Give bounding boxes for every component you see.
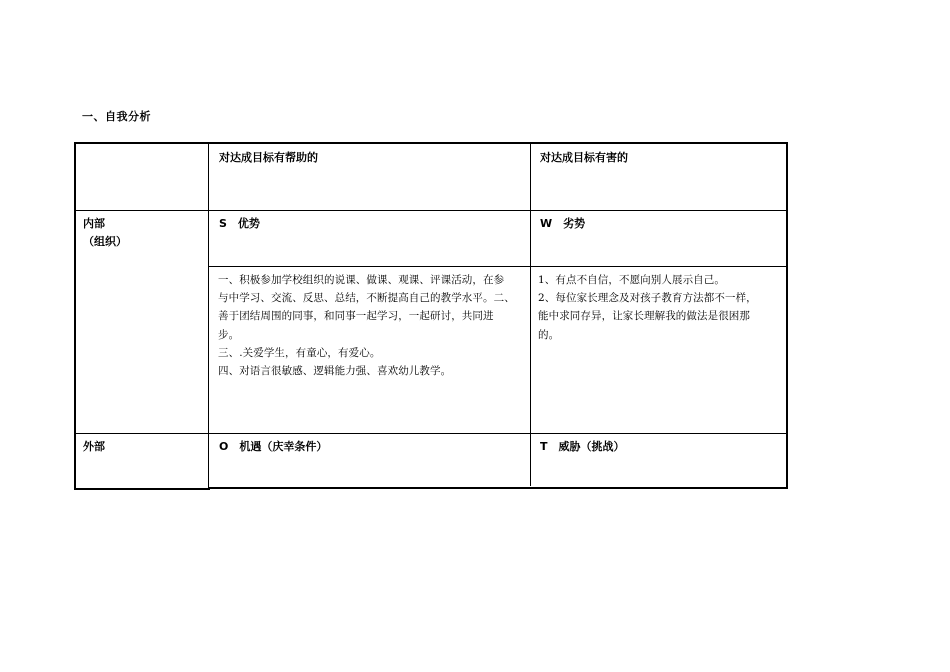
table-border-top [74, 142, 788, 144]
strengths-line: 一、积极参加学校组织的说课、做课、观课、评课活动，在参 [218, 274, 505, 286]
strengths-line: 步。 [218, 328, 240, 341]
threats-title: T 威胁（挑战） [540, 440, 625, 453]
strengths-line: 四、对语言很敏感、逻辑能力强、喜欢幼儿教学。 [218, 365, 452, 378]
strengths-title: S 优势 [219, 217, 260, 230]
strengths-line: 与中学习、交流、反思、总结，不断提高自己的教学水平。二、 [218, 292, 515, 305]
weaknesses-line: 能中求同存异，让家长理解我的做法是很困那 [538, 310, 750, 323]
row-divider-internal [76, 433, 787, 434]
table-border-left [74, 142, 76, 490]
strengths-line: 三、.关爱学生，有童心，有爱心。 [218, 346, 381, 359]
table-border-bottom-left [74, 488, 210, 490]
weaknesses-line: 的。 [538, 328, 560, 341]
column-divider-2 [530, 143, 531, 486]
weaknesses-line: 1、有点不自信，不愿向别人展示自己。 [538, 274, 725, 286]
header-helpful: 对达成目标有帮助的 [219, 151, 318, 164]
internal-label [83, 215, 127, 251]
strengths-line: 善于团结周围的同事，和同事一起学习，一起研讨，共同进 [218, 310, 494, 323]
row-divider-internal-title [209, 266, 787, 267]
internal-label-line2: （组织） [83, 235, 127, 248]
weaknesses-title: W 劣势 [540, 217, 586, 230]
table-border-right [786, 142, 788, 489]
row-divider-header [76, 210, 787, 211]
weaknesses-list [538, 271, 784, 344]
opportunities-title: O 机遇（庆幸条件） [219, 440, 328, 453]
section-heading: 一、自我分析 [82, 110, 151, 123]
header-harmful: 对达成目标有害的 [540, 151, 628, 164]
strengths-list [218, 271, 526, 380]
external-label: 外部 [83, 440, 105, 453]
column-divider-1 [208, 143, 209, 489]
table-border-bottom-right [209, 487, 788, 489]
internal-label-line1: 内部 [83, 217, 105, 230]
weaknesses-line: 2、每位家长理念及对孩子教育方法都不一样， [538, 292, 757, 305]
